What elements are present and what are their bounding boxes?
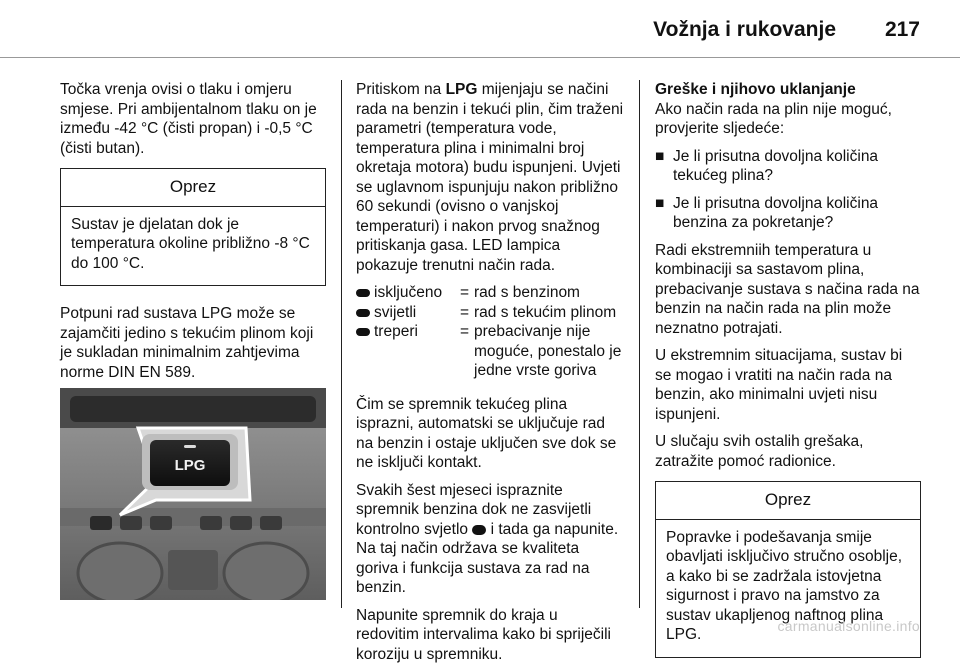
extreme-temperature-paragraph: Radi ekstremniih temperatura u kombinaciji sa sastavom plina, prebacivanje sustava s načina rada na benzin na način rada na plin može neznatno potrajati. [655,241,920,337]
column-2 [356,80,624,672]
lpg-mode-text-1: Pritiskom na [356,81,446,98]
page-number: 217 [884,18,920,41]
petrol-tank-paragraph [356,481,624,598]
lpg-mode-paragraph [356,80,624,275]
led-state-value: rad s benzinom [474,284,580,301]
lpg-button-label: LPG [174,457,206,474]
led-state-value: rad s tekućim plinom [474,303,617,321]
led-icon [356,309,370,317]
lpg-switch-photo [60,388,326,600]
caution-text: Sustav je djelatan dok je temperatura okoline približno -8 °C do 100 °C. [71,215,310,272]
bullet-icon: ■ [655,147,665,165]
page-header [0,0,960,60]
led-status-table [356,283,624,381]
checklist-item [655,147,921,186]
other-faults-paragraph: U slučaju svih ostalih grešaka, zatražite pomoć radionice. [655,433,864,470]
indicator-light-icon [472,525,486,535]
empty-tank-paragraph: Čim se spremnik tekućeg plina isprazni, automatski se uključuje rad na benzin i ostaje uključen sve dok se ne isključi kontakt. [356,395,617,471]
caution-box [60,168,326,286]
watermark: carmanualsonline.info [777,618,920,634]
extreme-situations-paragraph: U ekstremnim situacijama, sustav bi se mogao i vratiti na način rada na benzin, ako minimalni uvjeti nisu ispunjeni. [655,347,903,423]
petrol-tank-text-1: Svakih šest mjeseci ispraznite spremnik benzina dok ne zasvijetli kontrolno svjetlo [356,481,592,538]
led-row-flashing [356,322,624,381]
column-1 [60,80,326,432]
led-state-label: treperi [374,323,418,340]
led-state-label: isključeno [374,284,443,301]
led-state-value: prebacivanje nije moguće, ponestalo je jedne vrste goriva [474,323,622,379]
equals-sign: = [460,303,470,321]
intro-paragraph: Točka vrenja ovisi o tlaku i omjeru smjese. Pri ambijentalnom tlaku on je između -42 °C (čisti propan) i -0,5 °C (čisti butan). [60,81,317,157]
equals-sign: = [460,323,470,340]
column-divider [639,80,640,608]
lpg-mode-text-2: mijenjaju se načini rada na benzin i tekući plin, čim traženi parametri (temperatura vode, temperatura plina i minimalni broj okretaja motora) budu ispunjeni. Uvjeti se uglavnom ispunjuju nakon približno 60 sekundi (ovisno o vanjskoj temperaturi) i nakon prvog snažnog pritiskanja gasa. LED lampica pokazuje trenutni način rada. [356,81,624,274]
caution-title: Oprez [656,482,920,520]
column-divider [341,80,342,608]
led-icon [356,289,370,297]
checklist-text: Je li prisutna dovoljna količina tekućeg plina? [673,147,879,184]
header-rule [0,57,960,58]
checklist-item [655,194,921,233]
checklist-text: Je li prisutna dovoljna količina benzina za pokretanje? [673,194,879,231]
faults-intro: Ako način rada na plin nije moguć, provjerite sljedeće: [655,100,892,137]
petrol-tank-text-2: i tada ga napunite. Na taj način održava se kvaliteta goriva i funkcija sustava za rad na benzin. [356,520,619,596]
caution-text: Popravke i podešavanja smije obavljati isključivo stručno osoblje, a kako bi se zadržala istovjetna sigurnost i pravo na jamstvo za sustav ukapljenog naftnog plina LPG. [666,528,903,643]
faults-heading: Greške i njihovo uklanjanje [655,81,856,98]
led-row-on [356,303,624,323]
bullet-icon: ■ [655,194,665,212]
caution-title: Oprez [61,169,325,207]
led-row-off [356,283,624,303]
lpg-standard-paragraph: Potpuni rad sustava LPG može se zajamčiti jedino s tekućim plinom koji je sukladan minimalnim zahtjevima norme DIN EN 589. [60,305,314,381]
led-icon [356,328,370,336]
lpg-keyword: LPG [445,81,478,98]
equals-sign: = [460,284,470,301]
led-state-label: svijetli [374,303,417,321]
corrosion-paragraph: Napunite spremnik do kraja u redovitim intervalima kako bi spriječili koroziju u spremniku. [356,606,611,663]
column-3 [655,80,921,658]
section-title: Vožnja i rukovanje [653,18,836,41]
